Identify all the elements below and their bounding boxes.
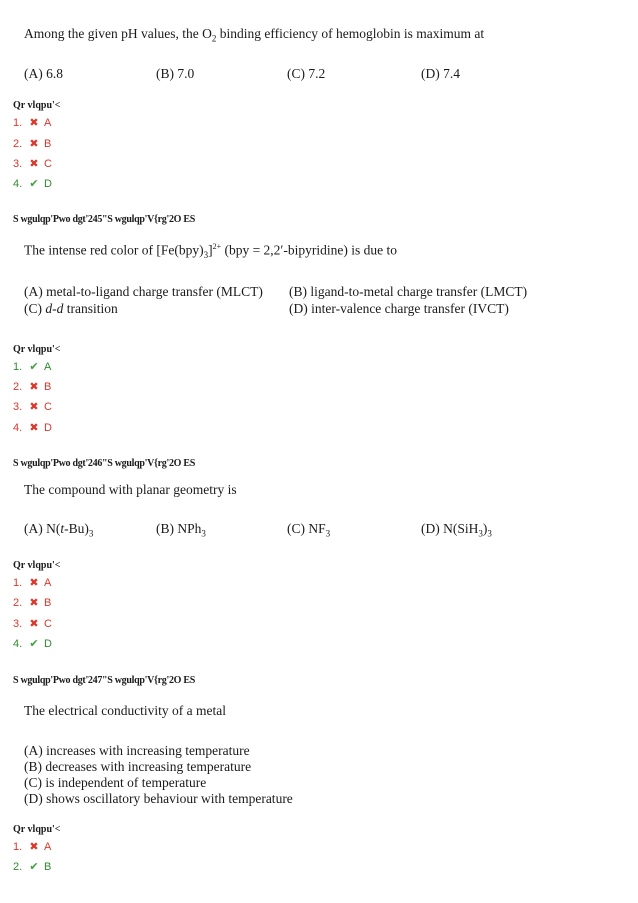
cross-icon: ✖ <box>29 158 39 170</box>
q3-options-label: Qr vlqpu'< <box>13 560 61 571</box>
q1-options-label: Qr vlqpu'< <box>13 100 61 111</box>
q4-option-c: (C) is independent of temperature <box>24 775 207 790</box>
cross-icon: ✖ <box>29 841 39 853</box>
q3-option-a: (A) $N(t-Bu)_3$ <box>24 521 94 539</box>
cross-icon: ✖ <box>29 577 39 589</box>
q2-header: S wgulqp'Pwo dgt'245"S wgulqp'V{rg'2O ES <box>13 214 195 225</box>
q2-option-a: (A) metal-to-ligand charge transfer (MLCT) <box>24 284 263 299</box>
check-icon: ✔ <box>29 178 39 190</box>
q4-question: The electrical conductivity of a metal <box>24 703 227 718</box>
q3-option-d: (D) $N(SiH_3)_3$ <box>421 521 492 539</box>
check-icon: ✔ <box>29 361 39 373</box>
q2-question: The intense red color of $[Fe(bpy)_3]^{2+}$ (bpy = 2,2′-bipyridine) is due to <box>24 242 397 261</box>
q2-option-b: (B) ligand-to-metal charge transfer (LMCT) <box>289 284 528 299</box>
cross-icon: ✖ <box>29 401 39 413</box>
q1-answer-3[interactable]: 3. ✖ C <box>13 157 52 170</box>
q3-answer-4[interactable]: 4. ✔ D <box>13 637 52 650</box>
q3-option-b: (B) NPh$_3$ <box>156 521 206 539</box>
cross-icon: ✖ <box>29 117 39 129</box>
q3-answer-3[interactable]: 3. ✖ C <box>13 617 52 630</box>
q1-option-c: (C) 7.2 <box>287 66 326 81</box>
q4-answer-1[interactable]: 1. ✖ A <box>13 840 52 853</box>
q1-answer-4[interactable]: 4. ✔ D <box>13 177 52 190</box>
cross-icon: ✖ <box>29 618 39 630</box>
cross-icon: ✖ <box>29 597 39 609</box>
cross-icon: ✖ <box>29 138 39 150</box>
q4-option-d: (D) shows oscillatory behaviour with temperature <box>24 791 293 806</box>
q3-header: S wgulqp'Pwo dgt'246"S wgulqp'V{rg'2O ES <box>13 458 195 469</box>
q1-option-a: (A) 6.8 <box>24 66 63 81</box>
q4-header: S wgulqp'Pwo dgt'247"S wgulqp'V{rg'2O ES <box>13 675 195 686</box>
q2-answer-4[interactable]: 4. ✖ D <box>13 421 52 434</box>
check-icon: ✔ <box>29 638 39 650</box>
q1-option-b: (B) 7.0 <box>156 66 195 81</box>
q3-question: The compound with planar geometry is <box>24 482 237 497</box>
cross-icon: ✖ <box>29 381 39 393</box>
q4-option-b: (B) decreases with increasing temperature <box>24 759 252 774</box>
q4-answer-2[interactable]: 2. ✔ B <box>13 860 52 873</box>
q3-answer-1[interactable]: 1. ✖ A <box>13 576 52 589</box>
cross-icon: ✖ <box>29 422 39 434</box>
q2-answer-2[interactable]: 2. ✖ B <box>13 380 52 393</box>
q1-answer-1[interactable]: 1. ✖ A <box>13 116 52 129</box>
q1-option-d: (D) 7.4 <box>421 66 460 81</box>
q3-answer-2[interactable]: 2. ✖ B <box>13 596 52 609</box>
q2-answer-1[interactable]: 1. ✔ A <box>13 360 52 373</box>
q2-option-c: (C) d-d transition <box>24 301 118 316</box>
q1-answer-2[interactable]: 2. ✖ B <box>13 137 52 150</box>
q2-option-d: (D) inter-valence charge transfer (IVCT) <box>289 301 509 316</box>
q2-answer-3[interactable]: 3. ✖ C <box>13 400 52 413</box>
q1-question: Among the given pH values, the $O_2$ binding efficiency of hemoglobin is maximum at <box>24 26 485 44</box>
check-icon: ✔ <box>29 861 39 873</box>
q2-options-label: Qr vlqpu'< <box>13 344 61 355</box>
q3-option-c: (C) $NF_3$ <box>287 521 331 539</box>
q4-option-a: (A) increases with increasing temperature <box>24 743 250 758</box>
q4-options-label: Qr vlqpu'< <box>13 824 61 835</box>
